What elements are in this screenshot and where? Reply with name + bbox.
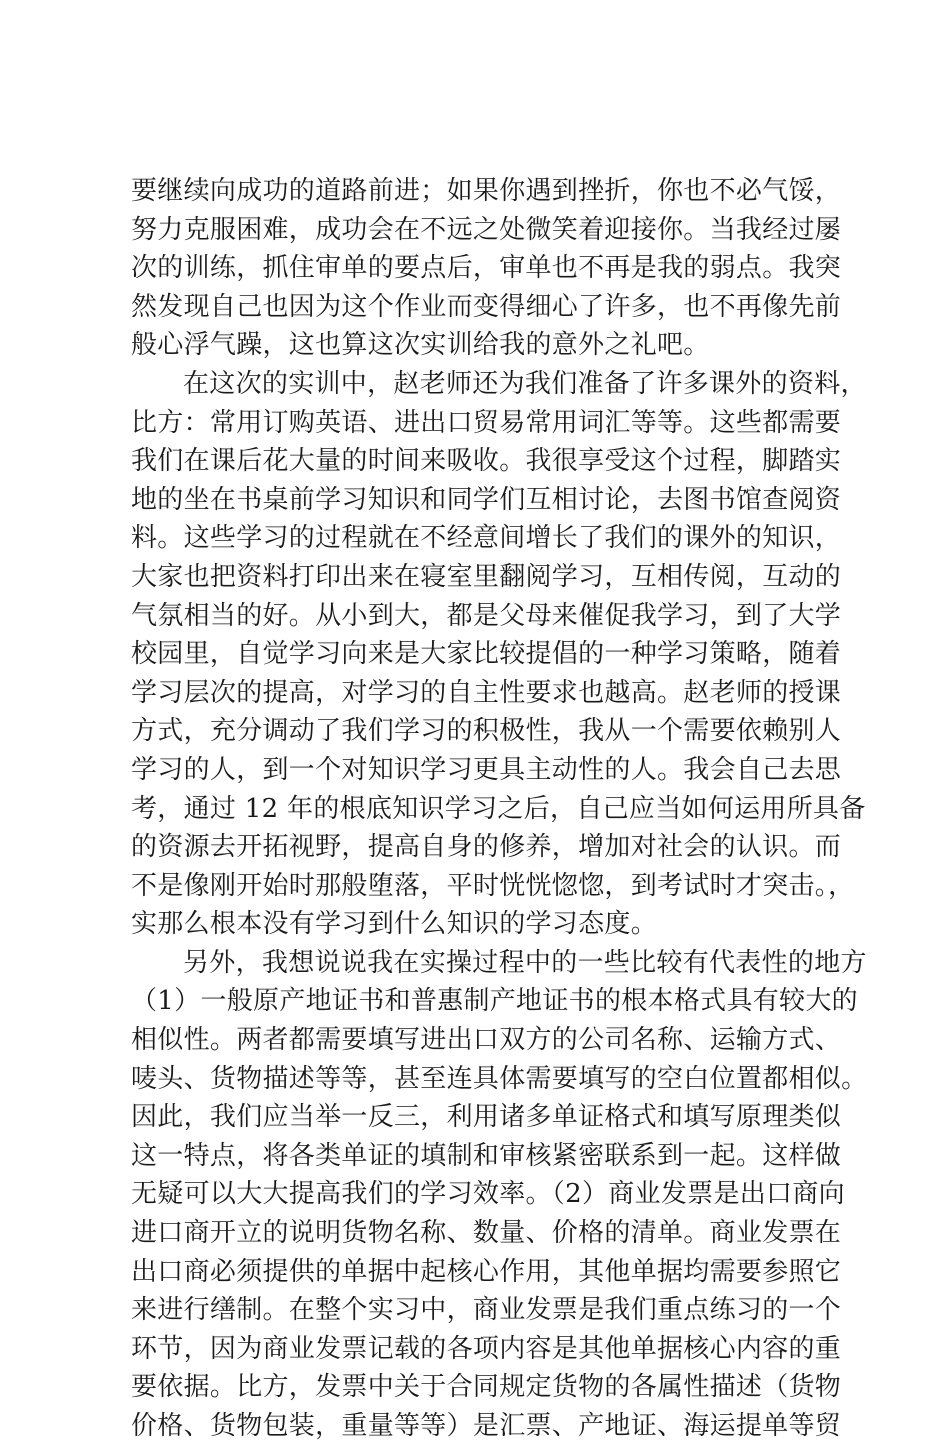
text-line: 大家也把资料打印出来在寝室里翻阅学习，互相传阅，互动的 <box>131 561 842 592</box>
text-line: 学习的人，到一个对知识学习更具主动性的人。我会自己去思 <box>131 754 842 785</box>
text-line: 要继续向成功的道路前进；如果你遇到挫折，你也不必气馁， <box>131 176 842 206</box>
text-line: 因此，我们应当举一反三，利用诸多单证格式和填写原理类似 <box>131 1102 842 1133</box>
text-line: 这一特点，将各类单证的填制和审核紧密联系到一起。这样做 <box>131 1140 842 1171</box>
text-line: 般心浮气躁，这也算这次实训给我的意外之礼吧。 <box>131 330 710 361</box>
text-line: 出口商必须提供的单据中起核心作用，其他单据均需要参照它 <box>131 1256 842 1287</box>
text-line: 环节，因为商业发票记载的各项内容是其他单据核心内容的重 <box>131 1333 842 1364</box>
body-text <box>131 172 868 1446</box>
text-line: 的资源去开拓视野，提高自身的修养，增加对社会的认识。而 <box>131 832 842 863</box>
text-line: 方式，充分调动了我们学习的积极性，我从一个需要依赖别人 <box>131 716 842 747</box>
text-line: 价格、货物包装，重量等等）是汇票、产地证、海运提单等贸 <box>131 1411 842 1441</box>
paragraph-start-line: 另外，我想说说我在实操过程中的一些比较有代表性的地方 <box>183 947 867 978</box>
text-line: 无疑可以大大提高我们的学习效率。（2）商业发票是出口商向 <box>131 1179 845 1210</box>
text-line: 气氛相当的好。从小到大，都是父母来催促我学习，到了大学 <box>131 600 842 631</box>
text-line: 考，通过 12 年的根底知识学习之后，自己应当如何运用所具备 <box>131 793 866 824</box>
text-line: 唛头、货物描述等等，甚至连具体需要填写的空白位置都相似。 <box>131 1063 868 1094</box>
text-line: 比方：常用订购英语、进出口贸易常用词汇等等。这些都需要 <box>131 407 842 438</box>
text-line: 料。这些学习的过程就在不经意间增长了我们的课外的知识， <box>131 523 842 554</box>
text-line: 校园里，自觉学习向来是大家比较提倡的一种学习策略，随着 <box>131 639 842 670</box>
text-line: 次的训练，抓住审单的要点后，审单也不再是我的弱点。我突 <box>131 253 842 284</box>
text-line: （1）一般原产地证书和普惠制产地证书的根本格式具有较大的 <box>131 986 858 1017</box>
text-line: 实那么根本没有学习到什么知识的学习态度。 <box>131 909 658 940</box>
text-line: 不是像刚开始时那般堕落，平时恍恍惚惚，到考试时才突击。， <box>131 870 855 901</box>
paragraph-start-line: 在这次的实训中，赵老师还为我们准备了许多课外的资料， <box>183 368 867 399</box>
text-line: 进口商开立的说明货物名称、数量、价格的清单。商业发票在 <box>131 1218 842 1249</box>
text-line: 学习层次的提高，对学习的自主性要求也越高。赵老师的授课 <box>131 677 842 708</box>
text-line: 要依据。比方，发票中关于合同规定货物的各属性描述（货物 <box>131 1372 842 1403</box>
text-line: 努力克服困难，成功会在不远之处微笑着迎接你。当我经过屡 <box>131 214 842 245</box>
text-line: 然发现自己也因为这个作业而变得细心了许多，也不再像先前 <box>131 291 842 322</box>
text-line: 地的坐在书桌前学习知识和同学们互相讨论，去图书馆查阅资 <box>131 484 842 515</box>
text-line: 相似性。两者都需要填写进出口双方的公司名称、运输方式、 <box>131 1025 842 1056</box>
text-line: 来进行缮制。在整个实习中，商业发票是我们重点练习的一个 <box>131 1295 842 1326</box>
text-line: 我们在课后花大量的时间来吸收。我很享受这个过程，脚踏实 <box>131 446 842 477</box>
